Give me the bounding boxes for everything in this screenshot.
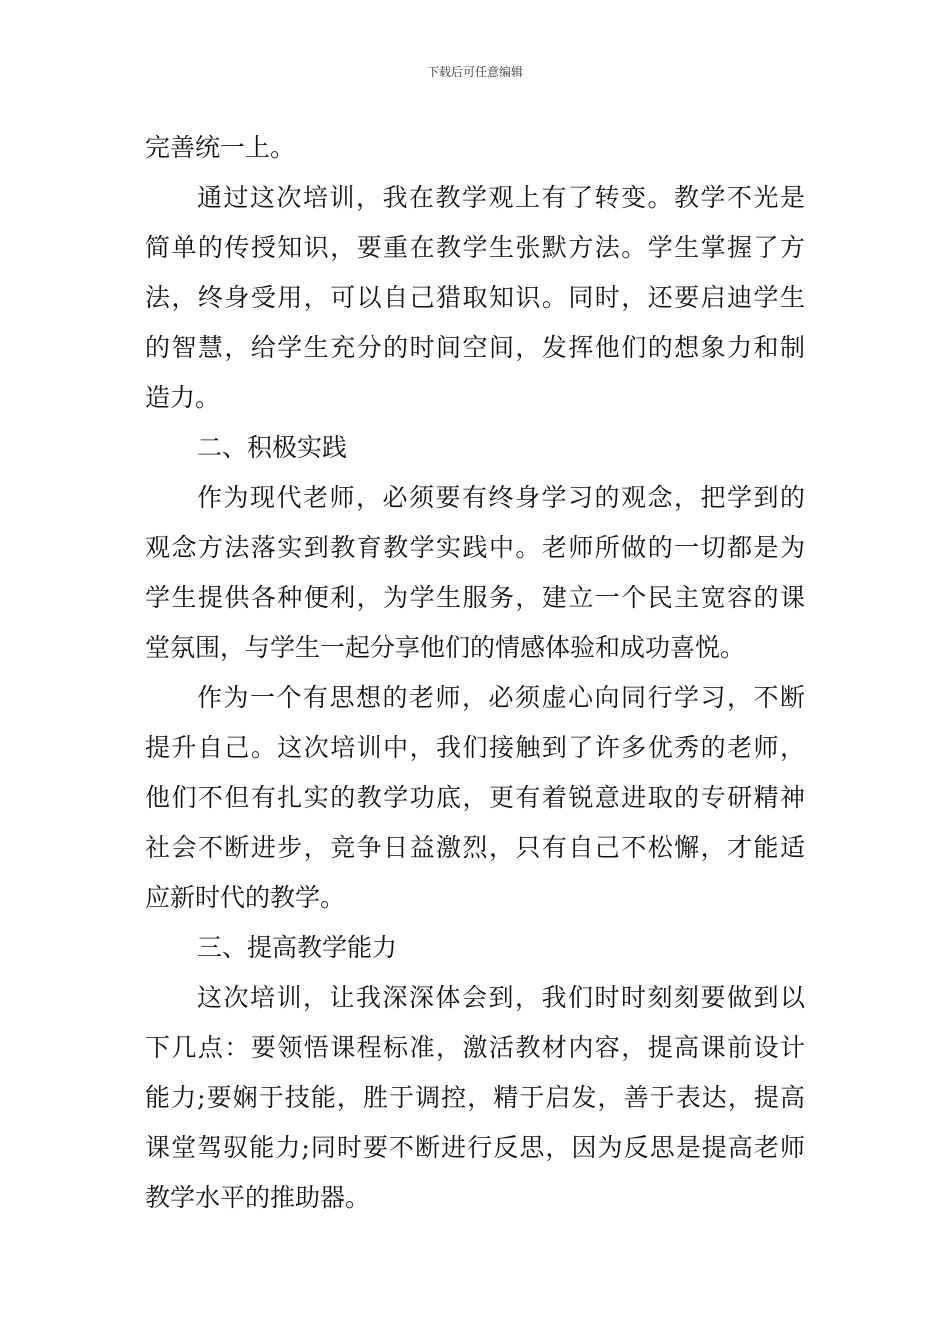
- text-line: 作为现代老师，必须要有终身学习的观念，把学到的: [197, 483, 805, 512]
- text-line: 教学水平的推助器。: [145, 1183, 371, 1212]
- text-line: 学生提供各种便利，为学生服务，建立一个民主宽容的课: [145, 583, 805, 612]
- text-line: 法，终身受用，可以自己猎取知识。同时，还要启迪学生: [145, 283, 805, 312]
- text-line: 应新时代的教学。: [145, 883, 346, 912]
- section-heading: 三、提高教学能力: [197, 933, 398, 962]
- text-line: 作为一个有思想的老师，必须虚心向同行学习，不断: [197, 683, 805, 712]
- text-line: 通过这次培训，我在教学观上有了转变。教学不光是: [197, 183, 805, 212]
- text-line: 这次培训，让我深深体会到，我们时时刻刻要做到以: [197, 983, 805, 1012]
- text-line: 能力;要娴于技能，胜于调控，精于启发，善于表达，提高: [145, 1083, 805, 1112]
- text-line: 完善统一上。: [145, 133, 296, 162]
- document-body: [145, 123, 805, 1223]
- text-line: 下几点：要领悟课程标准，激活教材内容，提高课前设计: [145, 1033, 805, 1062]
- page-header: 下载后可任意编辑: [426, 65, 523, 79]
- text-line: 的智慧，给学生充分的时间空间，发挥他们的想象力和制: [145, 333, 805, 362]
- text-line: 简单的传授知识，要重在教学生张默方法。学生掌握了方: [145, 233, 805, 262]
- text-line: 社会不断进步，竞争日益激烈，只有自己不松懈，才能适: [145, 833, 805, 862]
- text-line: 观念方法落实到教育教学实践中。老师所做的一切都是为: [145, 533, 805, 562]
- text-line: 堂氛围，与学生一起分享他们的情感体验和成功喜悦。: [145, 633, 746, 662]
- text-line: 他们不但有扎实的教学功底，更有着锐意进取的专研精神: [145, 783, 805, 812]
- section-heading: 二、积极实践: [197, 433, 348, 462]
- text-line: 课堂驾驭能力;同时要不断进行反思，因为反思是提高老师: [145, 1133, 805, 1162]
- text-line: 提升自己。这次培训中，我们接触到了许多优秀的老师，: [145, 733, 805, 762]
- text-line: 造力。: [145, 383, 221, 412]
